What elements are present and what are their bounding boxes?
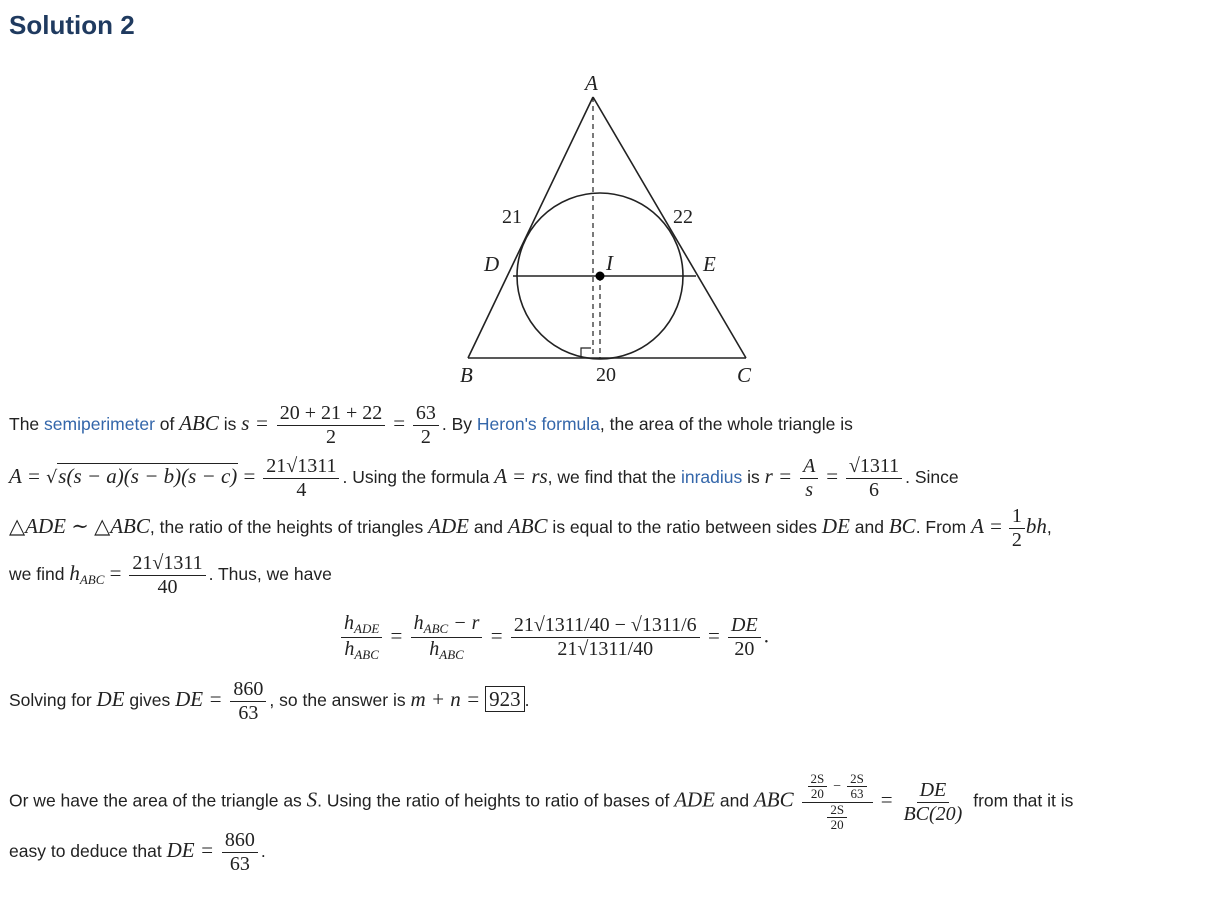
text: from that it is [968,790,1074,811]
similarity-line [9,505,1052,552]
semiperimeter-line [9,402,853,449]
sqrt-sign: √ [46,468,58,489]
math: ABC [79,572,105,588]
answer-box: 923 [485,686,525,712]
text: Solving for [9,690,97,711]
math: = [880,787,893,812]
text: and [468,517,508,538]
fraction: $\frac{1}{2}$ [1009,505,1025,552]
text: . [524,690,530,711]
math: s = [241,411,269,436]
label-e: E [703,252,716,276]
text: . Since [905,467,959,488]
math: A = [9,464,47,489]
label-c: C [737,363,752,387]
solution-heading: Solution 2 [9,10,135,40]
text: , so the answer is [269,690,411,711]
text: easy to deduce that [9,841,167,862]
label-side-ab: 21 [502,206,522,228]
alternative-line [9,772,1073,832]
math: △ADE ∼ △ABC [9,514,150,539]
fraction: $\frac{DE}{BC(20)}$ [903,778,963,825]
text: , [1046,517,1052,538]
math: ADE [428,514,469,539]
incenter-point [596,272,605,281]
math: DE = [166,838,215,863]
math: h [69,561,80,586]
label-side-ac: 22 [673,206,693,228]
label-d: D [484,252,500,276]
math: ABC [179,411,219,436]
area-line [9,455,959,502]
side-ab [468,97,593,358]
fraction: $\frac{√1311}{6}$ [846,455,902,502]
math: = [393,411,406,436]
math: BC [888,514,916,539]
math: A = [971,514,1003,539]
text: , the ratio of the heights of triangles [149,517,429,538]
text: . From [915,517,972,538]
math: ABC [753,787,794,812]
fraction: $\frac{DE}{20}$ [728,614,761,661]
text: , we find that the [547,467,681,488]
math: ABC [507,514,548,539]
triangle-incircle-figure [440,66,770,392]
inradius-link[interactable]: inradius [680,467,743,488]
fraction: $\frac{A}{s}$ [800,455,818,502]
fraction: $\frac{860}{63}$ [222,829,258,876]
math: DE [821,514,850,539]
text: . Using the formula [342,467,495,488]
label-a: A [585,71,598,95]
math: . [763,623,769,648]
math: DE = [175,687,223,712]
fraction: $\frac{21√1311}{4}$ [263,455,339,502]
fraction: $\frac{20 + 21 + 22}{2}$ [277,402,386,449]
text: , the area of the whole triangle is [599,414,853,435]
text: is equal to the ratio between sides [547,517,822,538]
height-line [9,552,332,599]
text: . [260,841,266,862]
math: = [238,464,256,489]
text: . By [441,414,477,435]
label-side-bc: 20 [596,364,616,386]
label-i: I [606,251,613,275]
text: we find [9,564,70,585]
fraction: $\frac{860}{63}$ [230,678,266,725]
math: = [390,623,403,648]
text: Or we have the area of the triangle as [9,790,307,811]
math: = [490,623,503,648]
text: is [742,467,765,488]
conclusion-line [9,829,266,876]
semiperimeter-link[interactable]: semiperimeter [44,414,155,435]
math: = [707,623,720,648]
fraction: $\frac{h_{ABC} - r}{h_{ABC}}$ [411,612,483,663]
math: = [826,464,839,489]
side-ac [593,97,746,358]
math: = [104,561,122,586]
text: and [715,790,754,811]
answer-line [9,678,529,725]
fraction: $\frac{63}{2}$ [413,402,439,449]
math: s(s − a)(s − b)(s − c) [58,464,238,489]
ratio-equation [338,612,769,663]
text: is [218,414,242,435]
herons-formula-link[interactable]: Heron's formula [476,414,600,435]
math: bh [1025,514,1047,539]
fraction: $\frac{h_{ADE}}{h_{ABC}}$ [341,612,382,663]
math: r = [764,464,793,489]
text: of [154,414,180,435]
fraction: $\frac{21√1311/40 - √1311/6}{21√1311/40}$ [511,614,700,661]
math: S [306,787,318,812]
text: . Thus, we have [208,564,332,585]
text: . Using the ratio of heights to ratio of bases of [317,790,675,811]
fraction: $\frac{21√1311}{40}$ [129,552,205,599]
math: ADE [674,787,716,812]
text: The [9,414,45,435]
label-b: B [460,363,473,387]
compound-fraction: $\frac{2S}{20}$ − $\frac{2S}{63}$ $\frac{2S}{20}$ [802,772,873,832]
math: DE [96,687,125,712]
math: m + n = [410,687,481,712]
math: A = rs [494,464,548,489]
text: gives [124,690,176,711]
text: and [849,517,889,538]
